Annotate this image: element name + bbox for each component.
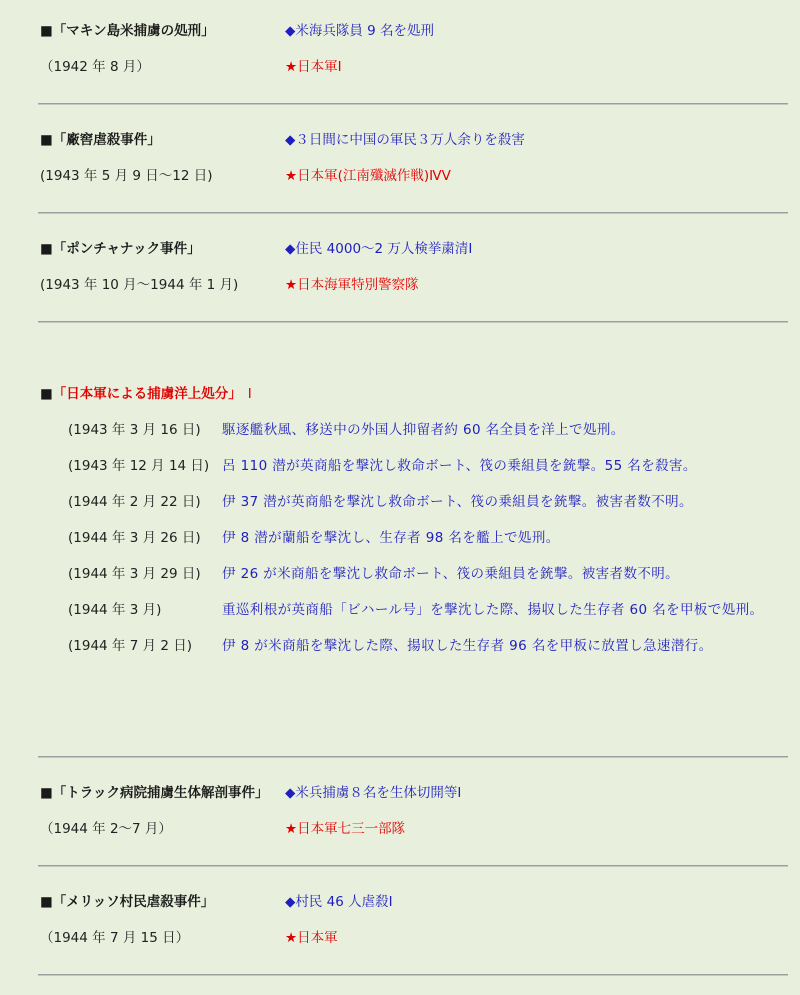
list-item-text: 伊 37 潜が英商船を撃沈し救命ボート、筏の乗組員を銃撃。被害者数不明。 [222,494,693,510]
list-item [0,412,800,448]
incident-detail-row [0,811,800,847]
incident-header-row [0,775,800,811]
sea-disposal-title: 「日本軍による捕虜洋上処分」 [52,386,242,402]
section-divider [38,103,788,105]
incident-perpetrator: ★日本軍七三一部隊 [285,821,406,837]
incident-header-row [0,122,800,158]
incident-summary: ◆住民 4000～2 万人検挙粛清Ⅰ [285,241,473,257]
list-item [0,592,800,628]
incident-detail-row [0,158,800,194]
incident-summary: ◆村民 46 人虐殺Ⅰ [285,894,393,910]
section-divider [38,321,788,323]
incident-date: (1943 年 10 月～1944 年 1 月) [40,277,239,293]
incident-summary: ◆米兵捕虜８名を生体切開等Ⅰ [285,785,462,801]
list-item-date: (1944 年 3 月 26 日) [68,530,201,546]
list-item-text: 重巡利根が英商船「ビハール号」を撃沈した際、揚収した生存者 60 名を甲板で処刑。 [222,602,764,618]
square-bullet-icon: ■ [40,386,53,402]
section-divider [38,865,788,867]
incident-block [0,775,800,847]
list-item-date: (1944 年 3 月 29 日) [68,566,201,582]
incident-date: （1944 年 7 月 15 日） [40,930,190,946]
incident-title: ■「廠窖虐殺事件」 [40,132,161,148]
list-item-date: (1944 年 7 月 2 日) [68,638,193,654]
incident-perpetrator: ★日本軍Ⅰ [285,59,342,75]
list-item [0,628,800,664]
incident-detail-row [0,267,800,303]
incident-perpetrator: ★日本軍 [285,930,338,946]
incident-summary: ◆３日間に中国の軍民３万人余りを殺害 [285,132,525,148]
list-item [0,556,800,592]
list-item-text: 呂 110 潜が英商船を撃沈し救命ボート、筏の乗組員を銃撃。55 名を殺害。 [222,458,697,474]
incident-block [0,884,800,956]
list-item-date: (1943 年 12 月 14 日) [68,458,210,474]
incident-header-row [0,231,800,267]
sea-disposal-section [0,340,800,738]
incident-summary: ◆米海兵隊員 9 名を処刑 [285,23,435,39]
incident-perpetrator: ★日本海軍特別警察隊 [285,277,419,293]
sea-disposal-reference: Ⅰ [247,386,252,402]
incident-title: ■「ポンチャナック事件」 [40,241,201,257]
incident-block [0,231,800,303]
list-item-date: (1943 年 3 月 16 日) [68,422,201,438]
incident-perpetrator: ★日本軍(江南殲滅作戦)ⅣⅤ [285,168,451,184]
incident-header-row [0,13,800,49]
incident-title: ■「マキン島米捕虜の処刑」 [40,23,215,39]
list-item-text: 伊 8 が米商船を撃沈した際、揚収した生存者 96 名を甲板に放置し急速潜行。 [222,638,713,654]
incident-block [0,122,800,194]
list-item-text: 伊 8 潜が蘭船を撃沈し、生存者 98 名を艦上で処刑。 [222,530,560,546]
list-item-date: (1944 年 2 月 22 日) [68,494,201,510]
section-divider [38,212,788,214]
incident-block [0,13,800,85]
section-divider [38,974,788,976]
incident-title: ■「メリッソ村民虐殺事件」 [40,894,215,910]
list-item-text: 伊 26 が米商船を撃沈し救命ボート、筏の乗組員を銃撃。被害者数不明。 [222,566,680,582]
sea-disposal-heading [0,376,800,412]
list-item [0,520,800,556]
list-item-date: (1944 年 3 月) [68,602,162,618]
incident-date: (1943 年 5 月 9 日～12 日) [40,168,213,184]
section-divider [38,756,788,758]
incident-date: （1944 年 2～7 月） [40,821,172,837]
incident-header-row [0,884,800,920]
incident-title: ■「トラック病院捕虜生体解剖事件」 [40,785,269,801]
list-item-text: 駆逐艦秋風、移送中の外国人抑留者約 60 名全員を洋上で処刑。 [222,422,625,438]
incident-detail-row [0,920,800,956]
list-item [0,484,800,520]
incident-date: （1942 年 8 月） [40,59,150,75]
incident-detail-row [0,49,800,85]
list-item [0,448,800,484]
